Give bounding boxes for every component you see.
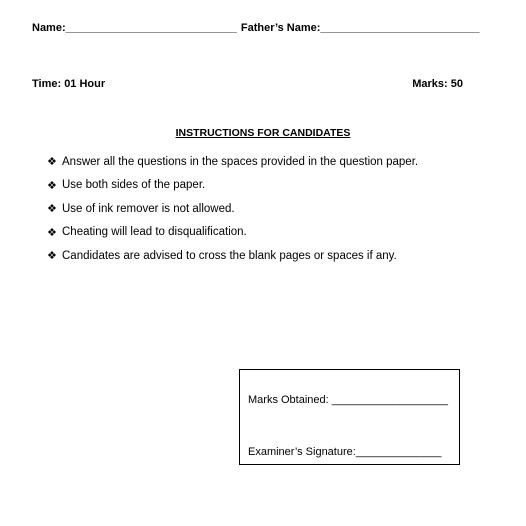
marks-obtained-field: Marks Obtained: ___________________ xyxy=(248,394,448,406)
examiner-signature-field: Examiner’s Signature:______________ xyxy=(248,446,442,458)
instruction-text: Use of ink remover is not allowed. xyxy=(62,202,235,215)
instruction-text: Use both sides of the paper. xyxy=(62,179,206,192)
list-item xyxy=(47,150,418,174)
diamond-bullet-icon: ❖ xyxy=(47,203,57,216)
name-field-label: Name:____________________________ xyxy=(32,22,237,34)
list-item xyxy=(47,197,418,221)
instructions-list xyxy=(47,150,418,268)
diamond-bullet-icon: ❖ xyxy=(47,156,57,169)
diamond-bullet-icon: ❖ xyxy=(47,226,57,239)
candidate-header xyxy=(32,22,479,34)
fathers-name-field-label: Father’s Name:__________________________ xyxy=(240,22,480,34)
diamond-bullet-icon: ❖ xyxy=(47,250,57,263)
exam-meta-row xyxy=(32,78,463,90)
list-item xyxy=(47,244,418,268)
list-item xyxy=(47,221,418,245)
list-item xyxy=(47,174,418,198)
instruction-text: Cheating will lead to disqualification. xyxy=(62,226,247,239)
exam-total-marks: Marks: 50 xyxy=(412,78,463,90)
exam-time: Time: 01 Hour xyxy=(32,78,106,90)
instruction-text: Candidates are advised to cross the blank pages or spaces if any. xyxy=(62,249,397,262)
instructions-title: INSTRUCTIONS FOR CANDIDATES xyxy=(175,127,351,139)
examiner-marks-box xyxy=(239,369,460,465)
diamond-bullet-icon: ❖ xyxy=(47,179,57,192)
instruction-text: Answer all the questions in the spaces provided in the question paper. xyxy=(62,155,419,168)
